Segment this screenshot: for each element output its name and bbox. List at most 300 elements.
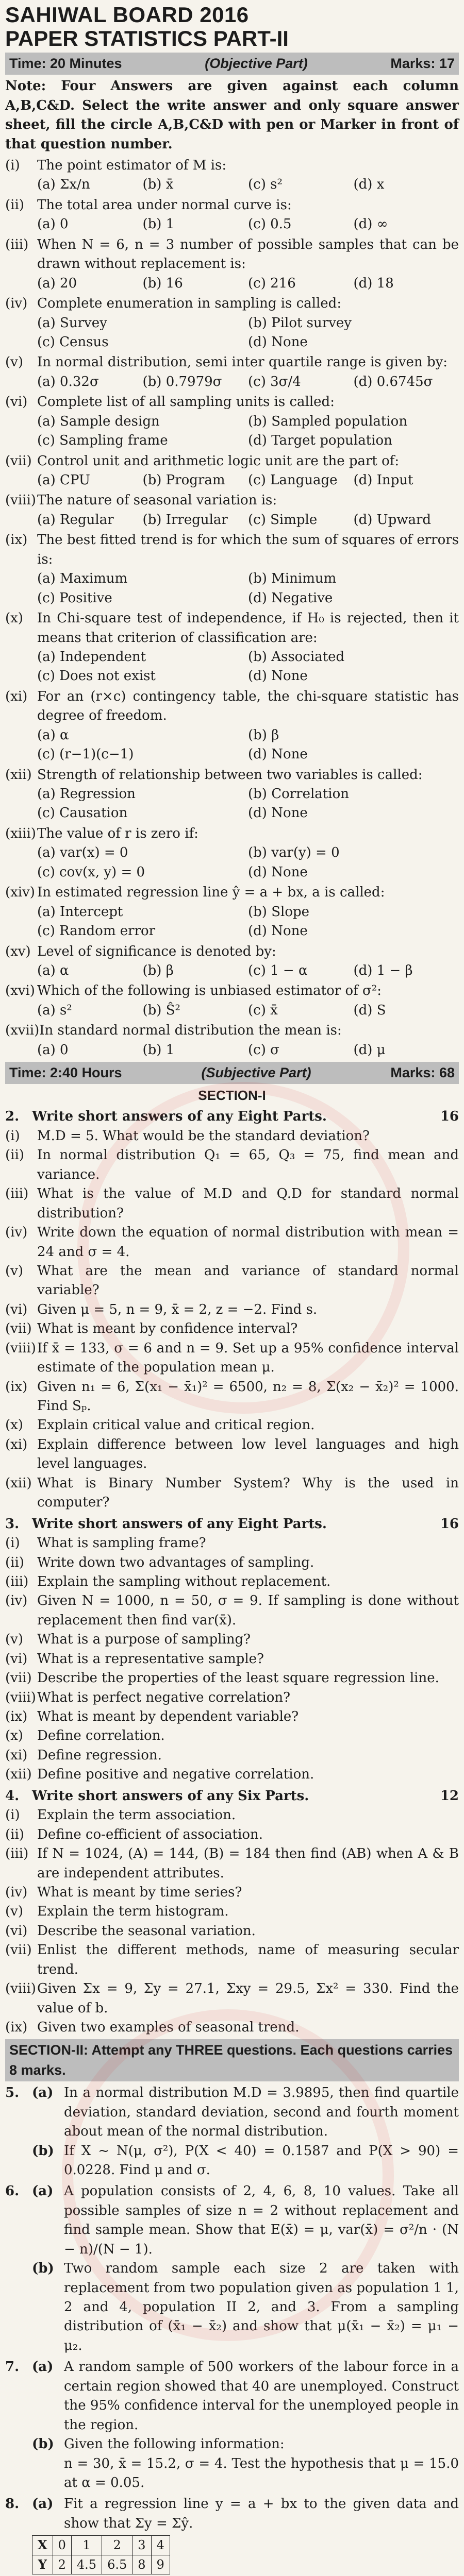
mcq-number: (xii) <box>5 767 32 783</box>
item-text: Explain the sampling without replacement. <box>37 1573 331 1589</box>
mcq-number: (iv) <box>5 296 28 312</box>
mcq-option[interactable]: (d) S <box>353 1002 386 1018</box>
mcq-question <box>5 531 459 569</box>
table-cell: 8 <box>132 2555 151 2574</box>
item-text: Define positive and negative correlation. <box>37 1767 314 1783</box>
short-question-item <box>5 1922 459 1941</box>
mcq-number: (viii) <box>5 493 36 509</box>
question-number: 4. <box>5 1788 20 1804</box>
question-7-parts <box>32 2358 459 2493</box>
short-question-item <box>5 1825 459 1844</box>
mcq-question <box>5 491 459 510</box>
mcq-option[interactable]: (a) Independent <box>37 649 146 665</box>
item-label: (vi) <box>5 1301 28 1317</box>
mcq-option[interactable]: (d) None <box>248 805 308 821</box>
item-label: (v) <box>5 1632 23 1648</box>
item-label: (vii) <box>5 1670 32 1686</box>
mcq-option[interactable]: (a) 0 <box>37 216 69 232</box>
mcq-option[interactable]: (c) σ <box>248 1042 279 1058</box>
item-text: Describe the seasonal variation. <box>37 1923 256 1939</box>
short-question-item <box>5 1223 459 1262</box>
part-label: (a) <box>32 2496 54 2512</box>
mcq-option[interactable]: (a) var(x) = 0 <box>37 845 128 861</box>
mcq-text: The point estimator of M is: <box>37 158 227 173</box>
item-text: Explain the term association. <box>37 1807 236 1823</box>
mcq-option[interactable]: (b) Slope <box>248 904 310 920</box>
question-3 <box>5 1515 459 1785</box>
mcq-option[interactable]: (b) 1 <box>142 1042 175 1058</box>
board-title: SAHIWAL BOARD 2016 <box>5 3 249 27</box>
mcq-option[interactable]: (c) 3σ/4 <box>248 374 301 389</box>
mcq-option[interactable]: (d) Upward <box>353 512 432 528</box>
table-cell: 2 <box>53 2555 71 2574</box>
mcq-option[interactable]: (c) Causation <box>37 805 128 821</box>
question-2 <box>5 1107 459 1512</box>
short-question-item <box>5 1534 459 1553</box>
item-text: If x̄ = 133, σ = 6 and n = 9. Set up a 95% confidence interval estimate of the population mean μ. <box>37 1340 459 1376</box>
mcq-text: Which of the following is unbiased estimator of σ²: <box>37 983 382 999</box>
short-question-item <box>5 1669 459 1688</box>
question-text: n = 30, x̄ = 15.2, σ = 4. Test the hypothesis that μ = 15.0 at α = 0.05. <box>64 2455 459 2490</box>
mcq-text: Complete list of all sampling units is called: <box>37 394 335 410</box>
mcq-number: (vii) <box>5 453 32 469</box>
question-8-parts <box>32 2495 459 2533</box>
question-text: Two random sample each size 2 are taken with replacement from two population given as population 1 1, 2 and 4, population II 2, and 3. From a sampling distribution of (x̄₁ − x̄₂) and show that μ(x̄₁ − x̄₂) = μ₁ − μ₂. <box>64 2261 459 2353</box>
item-label: (ii) <box>5 1147 24 1163</box>
short-question-item <box>5 1146 459 1184</box>
item-label: (iii) <box>5 1573 29 1589</box>
mcq-option[interactable]: (a) 20 <box>37 275 77 291</box>
question-part <box>32 2259 459 2355</box>
item-label: (iv) <box>5 1225 28 1241</box>
question-text: A population consists of 2, 4, 6, 8, 10 values. Take all possible samples of size n = 2 without replacement and find sample mean. Show that E(x̄) = μ, var(x̄) = σ²/n · (N − n)/(N − 1). <box>64 2183 459 2257</box>
question-part <box>32 2435 459 2454</box>
mcq-option[interactable]: (d) None <box>248 747 308 762</box>
mcq-option[interactable]: (c) cov(x, y) = 0 <box>37 864 145 880</box>
question-part <box>32 2083 459 2141</box>
short-question-item <box>5 1127 459 1146</box>
mcq-option[interactable]: (d) Target population <box>248 433 392 449</box>
section-two-bar <box>5 2039 459 2081</box>
mcq-text: The nature of seasonal variation is: <box>37 493 277 509</box>
question-text: Fit a regression line y = a + bx to the given data and show that Σy = Σŷ. <box>64 2496 459 2531</box>
mcq-option[interactable]: (c) Sampling frame <box>37 433 168 449</box>
mcq-option[interactable]: (d) None <box>248 864 308 880</box>
mcq-option[interactable]: (d) ∞ <box>353 216 388 232</box>
item-label: (i) <box>5 1807 20 1823</box>
mcq-options <box>5 471 459 490</box>
mcq-option[interactable]: (a) CPU <box>37 472 90 488</box>
question-4 <box>5 1787 459 2038</box>
mcq-number: (xiv) <box>5 885 35 901</box>
question-number: 8. <box>5 2496 20 2512</box>
item-text: What is a representative sample? <box>37 1651 264 1667</box>
item-label: (vi) <box>5 1923 28 1939</box>
item-label: (v) <box>5 1263 23 1279</box>
mcq-option[interactable]: (a) Σx/n <box>37 177 90 193</box>
mcq-text: When N = 6, n = 3 number of possible samples that can be drawn without replacement is: <box>37 236 459 272</box>
question-number: 6. <box>5 2183 20 2199</box>
row-header: Y <box>32 2555 53 2574</box>
mcq-question <box>5 883 459 902</box>
short-question-item <box>5 2018 459 2037</box>
item-text: What is meant by time series? <box>37 1884 242 1900</box>
table-cell: 1 <box>71 2536 102 2555</box>
objective-part: (Objective Part) <box>205 56 308 72</box>
paper-title: PAPER STATISTICS PART-II <box>5 26 289 51</box>
mcq-number: (xi) <box>5 688 28 704</box>
mcq-option[interactable]: (a) Regular <box>37 512 114 528</box>
subjective-marks: Marks: 68 <box>390 1065 455 1081</box>
mcq-text: In standard normal distribution the mean is: <box>39 1023 342 1039</box>
subjective-part: (Subjective Part) <box>201 1065 311 1081</box>
item-text: Explain critical value and critical region. <box>37 1417 315 1433</box>
mcq-option[interactable]: (d) 18 <box>353 275 394 291</box>
mcq-question <box>5 766 459 785</box>
item-label: (ix) <box>5 1379 28 1395</box>
question-heading: Write short answers of any Eight Parts. <box>32 1516 327 1532</box>
mcq-option[interactable]: (a) Regression <box>37 786 136 802</box>
mcq-options <box>5 961 459 980</box>
section-two-title: SECTION-II: Attempt any THREE questions. Each questions carries 8 marks. <box>9 2042 453 2078</box>
item-label: (vii) <box>5 1321 32 1337</box>
table-cell: 4.5 <box>71 2555 102 2574</box>
mcq-option[interactable]: (b) var(y) = 0 <box>248 845 340 861</box>
question-part <box>32 2358 459 2435</box>
item-label: (iii) <box>5 1186 29 1202</box>
short-question-item <box>5 1339 459 1378</box>
short-question-item <box>5 1300 459 1319</box>
short-question-item <box>5 1553 459 1572</box>
question-part <box>32 2182 459 2259</box>
mcq-question <box>5 393 459 412</box>
item-label: (i) <box>5 1535 20 1551</box>
item-label: (xi) <box>5 1436 28 1452</box>
mcq-option[interactable]: (d) μ <box>353 1042 386 1058</box>
mcq-options <box>5 843 459 882</box>
item-label: (viii) <box>5 1689 36 1705</box>
item-text: Describe the properties of the least square regression line. <box>37 1670 439 1686</box>
mcq-option[interactable]: (b) Correlation <box>248 786 349 802</box>
short-question-item <box>5 1746 459 1765</box>
question-number: 3. <box>5 1516 20 1532</box>
question-number: 5. <box>5 2085 20 2101</box>
subjective-time: Time: 2:40 Hours <box>9 1065 122 1081</box>
mcq-question <box>5 353 459 372</box>
item-label: (ii) <box>5 1554 24 1570</box>
mcq-text: In normal distribution, semi inter quartile range is given by: <box>37 354 448 370</box>
item-label: (ii) <box>5 1826 24 1842</box>
item-text: What is meant by confidence interval? <box>37 1321 298 1337</box>
mcq-option[interactable]: (b) 1 <box>142 216 175 232</box>
short-question-item <box>5 1765 459 1784</box>
mcq-question <box>5 235 459 274</box>
mcq-options <box>5 569 459 608</box>
mcq-option[interactable]: (b) Ŝ² <box>142 1002 180 1018</box>
item-label: (xi) <box>5 1747 28 1763</box>
mcq-option[interactable]: (c) Simple <box>248 512 318 528</box>
item-text: Given n₁ = 6, Σ(x₁ − x̄₁)² = 6500, n₂ = 8, Σ(x₂ − x̄₂)² = 1000. Find Sₚ. <box>37 1379 459 1414</box>
mcq-option[interactable]: (a) 0 <box>37 1042 69 1058</box>
mcq-text: In estimated regression line ŷ = a + bx, a is called: <box>37 885 385 901</box>
objective-note: Note: Four Answers are given against each column A,B,C&D. Select the write answer and only square answer sheet, fill the circle A,B,C&D with pen or Marker in front of that question number. <box>5 78 459 152</box>
mcq-option[interactable]: (b) Sampled population <box>248 413 408 429</box>
question-number: 2. <box>5 1109 20 1125</box>
mcq-question <box>5 196 459 215</box>
mcq-option[interactable]: (c) s² <box>248 177 283 193</box>
mcq-text: The best fitted trend is for which the sum of squares of errors is: <box>37 532 459 567</box>
short-question-item <box>5 1650 459 1669</box>
objective-header-bar <box>5 53 459 75</box>
question-7 <box>5 2358 459 2493</box>
short-question-item <box>5 1262 459 1300</box>
mcq-option[interactable]: (c) (r−1)(c−1) <box>37 747 134 762</box>
mcq-text: The total area under normal curve is: <box>37 197 292 213</box>
mcq-option[interactable]: (b) β <box>248 727 279 743</box>
short-question-item <box>5 1883 459 1902</box>
mcq-option[interactable]: (d) x <box>353 177 385 193</box>
short-question-item <box>5 1435 459 1474</box>
mcq-number: (xiii) <box>5 825 36 841</box>
mcq-option[interactable]: (a) Sample design <box>37 413 160 429</box>
mcq-option[interactable]: (b) Irregular <box>142 512 228 528</box>
mcq-option[interactable]: (a) α <box>37 727 69 743</box>
mcq-options <box>5 274 459 293</box>
table-cell: 6.5 <box>102 2555 132 2574</box>
table-cell: 3 <box>132 2536 151 2555</box>
mcq-options <box>5 372 459 392</box>
item-label: (iv) <box>5 1884 28 1900</box>
item-text: Define regression. <box>37 1747 162 1763</box>
item-text: What is meant by dependent variable? <box>37 1709 299 1724</box>
short-question-item <box>5 1416 459 1435</box>
table-row <box>32 2536 170 2555</box>
table-row <box>32 2555 170 2574</box>
mcq-option[interactable]: (a) s² <box>37 1002 72 1018</box>
item-text: Given two examples of seasonal trend. <box>37 2020 300 2035</box>
item-label: (iii) <box>5 1846 29 1862</box>
mcq-question <box>5 609 459 648</box>
mcq-option[interactable]: (b) Program <box>142 472 225 488</box>
table-cell: 9 <box>151 2555 170 2574</box>
mcq-number: (i) <box>5 158 20 173</box>
item-text: Given N = 1000, n = 50, σ = 9. If sampling is done without replacement then find var(x̄). <box>37 1593 459 1628</box>
mcq-text: The value of r is zero if: <box>37 825 198 841</box>
mcq-option[interactable]: (d) Negative <box>248 590 333 606</box>
mcq-options <box>5 726 459 765</box>
item-text: What is a purpose of sampling? <box>37 1632 251 1648</box>
mcq-option[interactable]: (d) 0.6745σ <box>353 374 433 389</box>
mcq-option[interactable]: (b) Pilot survey <box>248 315 352 331</box>
question-marks: 12 <box>440 1788 459 1804</box>
mcq-number: (vi) <box>5 394 28 410</box>
part-label: (b) <box>32 2436 54 2452</box>
mcq-option[interactable]: (b) 0.7979σ <box>142 374 222 389</box>
item-text: What is sampling frame? <box>37 1535 206 1551</box>
mcq-text: Strength of relationship between two variables is called: <box>37 767 423 783</box>
question-text: Given the following information: <box>64 2436 285 2452</box>
mcq-option[interactable]: (b) β <box>142 962 174 978</box>
item-label: (x) <box>5 1728 23 1744</box>
mcq-question <box>5 942 459 961</box>
part-label: (a) <box>32 2183 54 2199</box>
item-text: What is Binary Number System? Why is the used in computer? <box>37 1475 459 1511</box>
mcq-option[interactable]: (c) x̄ <box>248 1002 278 1018</box>
item-text: In normal distribution Q₁ = 65, Q₃ = 75, find mean and variance. <box>37 1147 459 1182</box>
item-label: (x) <box>5 1417 23 1433</box>
question-5 <box>5 2083 459 2180</box>
short-question-item <box>5 1979 459 2018</box>
mcq-options <box>5 903 459 941</box>
part-label: (b) <box>32 2261 54 2277</box>
item-text: Explain the term histogram. <box>37 1904 229 1920</box>
mcq-option[interactable]: (a) 0.32σ <box>37 374 99 389</box>
item-label: (viii) <box>5 1981 36 1997</box>
mcq-option[interactable]: (a) Intercept <box>37 904 123 920</box>
item-text: Explain difference between low level languages and high level languages. <box>37 1436 459 1472</box>
table-cell: 4 <box>151 2536 170 2555</box>
short-question-item <box>5 1902 459 1921</box>
objective-marks: Marks: 17 <box>390 56 455 72</box>
question-marks: 16 <box>440 1109 459 1125</box>
mcq-option[interactable]: (d) None <box>248 668 308 684</box>
item-label: (ix) <box>5 2020 28 2035</box>
item-label: (ix) <box>5 1709 28 1724</box>
item-label: (viii) <box>5 1340 36 1356</box>
short-question-item <box>5 1844 459 1883</box>
mcq-option[interactable]: (b) x̄ <box>142 177 174 193</box>
mcq-options <box>5 648 459 686</box>
short-question-item <box>5 1941 459 1979</box>
mcq-option[interactable]: (d) None <box>248 334 308 350</box>
mcq-option[interactable]: (d) Input <box>353 472 413 488</box>
part-label: (b) <box>32 2143 54 2159</box>
mcq-text: For an (r×c) contingency table, the chi-square statistic has degree of freedom. <box>37 688 459 724</box>
short-question-item <box>5 1474 459 1513</box>
mcq-option[interactable]: (c) 1 − α <box>248 962 308 978</box>
question-text: In a normal distribution M.D = 3.9895, then find quartile deviation, standard deviation, second and fourth moment about mean of the normal distribution. <box>64 2085 459 2140</box>
question-6-parts <box>32 2182 459 2355</box>
item-text: Write down the equation of normal distribution with mean = 24 and σ = 4. <box>37 1225 459 1260</box>
mcq-options <box>5 175 459 194</box>
mcq-options <box>5 314 459 352</box>
item-label: (iv) <box>5 1593 28 1609</box>
item-text: What is the value of M.D and Q.D for standard normal distribution? <box>37 1186 459 1221</box>
question-part <box>32 2454 459 2493</box>
question-5-parts <box>32 2083 459 2180</box>
mcq-option[interactable]: (c) Language <box>248 472 338 488</box>
short-question-head <box>5 1515 459 1534</box>
mcq-option[interactable]: (c) Census <box>37 334 109 350</box>
short-question-head <box>5 1787 459 1806</box>
mcq-text: In Chi-square test of independence, if H₀ is rejected, then it means that criterion of classification are: <box>37 611 459 646</box>
short-question-item <box>5 1319 459 1338</box>
mcq-list <box>5 156 459 1060</box>
question-6 <box>5 2182 459 2355</box>
mcq-options <box>5 1001 459 1020</box>
item-text: Given Σx = 9, Σy = 27.1, Σxy = 29.5, Σx² = 330. Find the value of b. <box>37 1981 459 2016</box>
item-text: Define co-efficient of association. <box>37 1826 263 1842</box>
item-text: What is perfect negative correlation? <box>37 1689 291 1705</box>
short-question-item <box>5 1806 459 1825</box>
short-question-item <box>5 1630 459 1649</box>
mcq-option[interactable]: (c) Positive <box>37 590 112 606</box>
mcq-options <box>5 785 459 823</box>
mcq-option[interactable]: (c) Random error <box>37 923 156 939</box>
item-text: Given μ = 5, n = 9, x̄ = 2, z = −2. Find s. <box>37 1301 318 1317</box>
question-8 <box>5 2495 459 2533</box>
mcq-option[interactable]: (d) 1 − β <box>353 962 413 978</box>
short-question-item <box>5 1726 459 1745</box>
item-text: Define correlation. <box>37 1728 165 1744</box>
mcq-option[interactable]: (a) Maximum <box>37 571 128 587</box>
mcq-number: (ix) <box>5 532 28 548</box>
mcq-question <box>5 981 459 1001</box>
mcq-options <box>5 412 459 451</box>
item-label: (v) <box>5 1904 23 1920</box>
part-label: (a) <box>32 2085 54 2101</box>
mcq-question <box>5 294 459 313</box>
objective-time: Time: 20 Minutes <box>9 56 122 72</box>
section-one-title: SECTION-I <box>198 1088 266 1103</box>
subjective-header-bar <box>5 1062 459 1084</box>
mcq-question <box>5 156 459 175</box>
mcq-question <box>5 824 459 843</box>
mcq-option[interactable]: (d) None <box>248 923 308 939</box>
item-label: (xii) <box>5 1475 32 1491</box>
short-question-item <box>5 1572 459 1591</box>
mcq-option[interactable]: (b) Minimum <box>248 571 337 587</box>
mcq-option[interactable]: (c) 0.5 <box>248 216 292 232</box>
mcq-text: Control unit and arithmetic logic unit are the part of: <box>37 453 400 469</box>
mcq-number: (v) <box>5 354 23 370</box>
item-text: If N = 1024, (A) = 144, (B) = 184 then find (AB) when A & B are independent attributes. <box>37 1846 459 1881</box>
mcq-question <box>5 687 459 726</box>
mcq-option[interactable]: (c) Does not exist <box>37 668 156 684</box>
mcq-options <box>5 511 459 530</box>
xy-data-table <box>5 2535 459 2574</box>
question-marks: 16 <box>440 1516 459 1532</box>
mcq-number: (x) <box>5 611 23 626</box>
short-question-item <box>5 1378 459 1416</box>
item-text: Write down two advantages of sampling. <box>37 1554 314 1570</box>
mcq-option[interactable]: (b) Associated <box>248 649 345 665</box>
mcq-option[interactable]: (a) Survey <box>37 315 107 331</box>
mcq-number: (ii) <box>5 197 24 213</box>
mcq-question <box>5 1021 459 1040</box>
short-question-item <box>5 1688 459 1707</box>
part-label: (a) <box>32 2359 54 2375</box>
mcq-option[interactable]: (c) 216 <box>248 275 296 291</box>
item-label: (vii) <box>5 1942 32 1958</box>
short-question-item <box>5 1591 459 1630</box>
short-question-item <box>5 1707 459 1726</box>
question-text: A random sample of 500 workers of the labour force in a certain region showed that 40 are unemployed. Construct the 95% confidence interval for the unemployed people in the region. <box>64 2359 459 2433</box>
question-part <box>32 2142 459 2180</box>
table-cell: 0 <box>53 2536 71 2555</box>
item-text: Enlist the different methods, name of measuring secular trend. <box>37 1942 459 1977</box>
mcq-number: (xvii) <box>5 1023 40 1039</box>
item-label: (vi) <box>5 1651 28 1667</box>
mcq-option[interactable]: (a) α <box>37 962 69 978</box>
item-text: M.D = 5. What would be the standard deviation? <box>37 1128 370 1144</box>
mcq-option[interactable]: (b) 16 <box>142 275 183 291</box>
question-part <box>32 2495 459 2533</box>
mcq-options <box>5 1041 459 1060</box>
item-text: What are the mean and variance of standard normal variable? <box>37 1263 459 1298</box>
short-question-item <box>5 1184 459 1223</box>
mcq-number: (xv) <box>5 943 31 959</box>
